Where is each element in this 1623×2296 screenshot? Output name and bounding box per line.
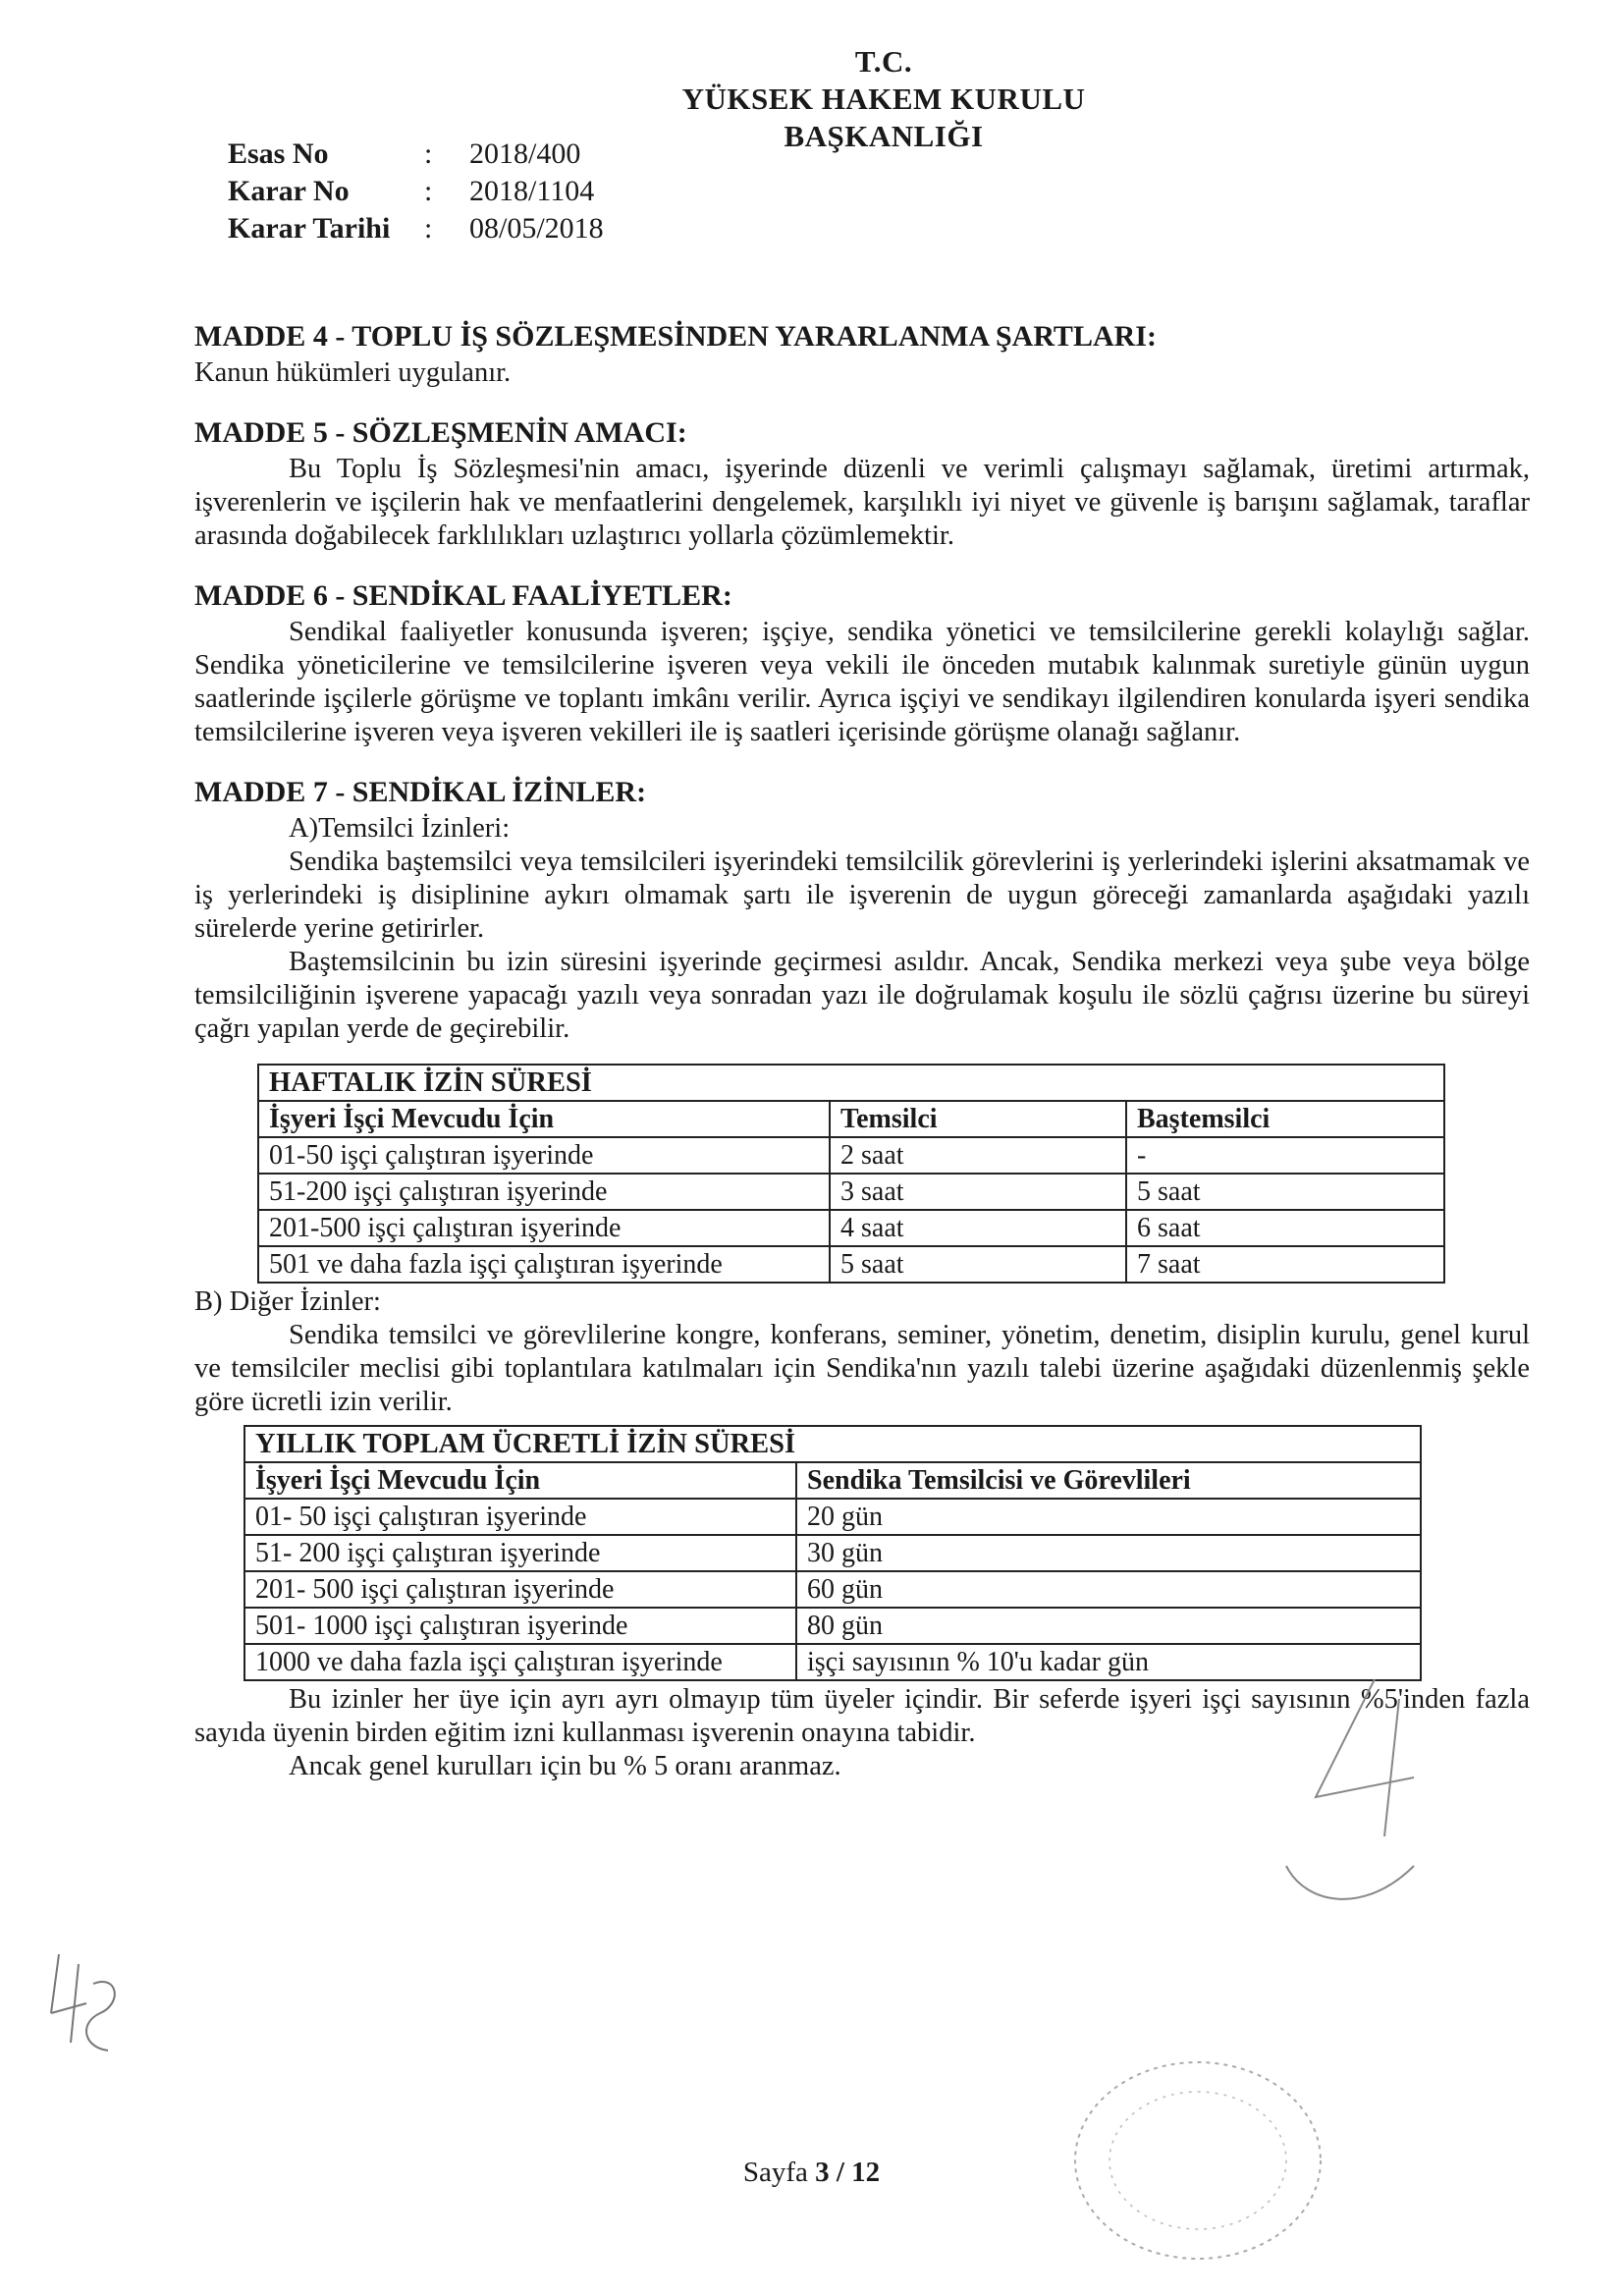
column-header: Baştemsilci [1126, 1101, 1444, 1137]
meta-label: Karar Tarihi [228, 212, 391, 245]
column-header: İşyeri İşçi Mevcudu İçin [244, 1462, 796, 1499]
table-cell: 6 saat [1126, 1210, 1444, 1246]
paragraph: Sendika temsilci ve görevlilerine kongre, konferans, seminer, yönetim, denetim, disiplin kurulu, genel kurul ve temsilciler meclisi gibi toplantılara katılmaları için Sendika'nın yazılı talebi üzerine aşağıdaki düzenlenmiş şekle göre ücretli izin verilir. [194, 1320, 1530, 1417]
table-cell: 1000 ve daha fazla işçi çalıştıran işyerinde [244, 1644, 796, 1680]
section-madde-5 [194, 415, 1530, 553]
handwritten-signature-icon [1227, 1669, 1443, 1925]
meta-row-esas [228, 136, 604, 173]
table-cell: 501 ve daha fazla işçi çalıştıran işyerinde [258, 1246, 830, 1283]
table-header-row [244, 1462, 1421, 1499]
table-cell: 80 gün [796, 1608, 1421, 1644]
table-cell: 51-200 işçi çalıştıran işyerinde [258, 1174, 830, 1210]
header-tc: T.C. [854, 44, 913, 79]
table-cell: 201- 500 işçi çalıştıran işyerinde [244, 1571, 796, 1608]
document-body [194, 319, 1530, 1809]
table-cell: 5 saat [830, 1246, 1126, 1283]
subsection-a-title: A)Temsilci İzinleri: [289, 813, 511, 844]
subsection-b-title: B) Diğer İzinler: [194, 1286, 381, 1317]
meta-colon: : [424, 175, 433, 207]
table-row [258, 1210, 1444, 1246]
column-header: İşyeri İşçi Mevcudu İçin [258, 1101, 830, 1137]
table-caption: HAFTALIK İZİN SÜRESİ [258, 1065, 1444, 1101]
meta-colon: : [424, 212, 433, 245]
section-title: MADDE 7 - SENDİKAL İZİNLER: [194, 776, 647, 808]
paragraph: Baştemsilcinin bu izin süresini işyerinde geçirmesi asıldır. Ancak, Sendika merkezi veya şube veya bölge temsilciliğinin işverene yapacağı yazılı veya sonradan yazı ile doğrulamak koşulu ile sözlü çağrısı üzerine bu süreyi çağrı yapılan yerde de geçirebilir. [194, 947, 1530, 1044]
paragraph: Ancak genel kurulları için bu % 5 oranı aranmaz. [289, 1751, 841, 1781]
table-cell: işçi sayısının % 10'u kadar gün [796, 1644, 1421, 1680]
meta-label: Esas No [228, 137, 329, 170]
table-cell: 5 saat [1126, 1174, 1444, 1210]
header-institution: YÜKSEK HAKEM KURULU [681, 82, 1086, 116]
table-row [258, 1137, 1444, 1174]
table-cell: 3 saat [830, 1174, 1126, 1210]
meta-colon: : [424, 137, 433, 170]
table-row [244, 1608, 1421, 1644]
table-cell: 51- 200 işçi çalıştıran işyerinde [244, 1535, 796, 1571]
meta-value: 2018/400 [469, 137, 581, 170]
table-cell: 501- 1000 işçi çalıştıran işyerinde [244, 1608, 796, 1644]
handwritten-mark-icon [39, 1944, 128, 2062]
case-meta [228, 136, 604, 247]
annual-leave-table [243, 1425, 1422, 1681]
column-header: Temsilci [830, 1101, 1126, 1137]
table-row [244, 1499, 1421, 1535]
table-cell: 201-500 işçi çalıştıran işyerinde [258, 1210, 830, 1246]
section-title: MADDE 5 - SÖZLEŞMENİN AMACI: [194, 416, 687, 449]
section-madde-4 [194, 319, 1530, 390]
table-cell: 01- 50 işçi çalıştıran işyerinde [244, 1499, 796, 1535]
section-madde-6 [194, 578, 1530, 749]
table-cell: 01-50 işçi çalıştıran işyerinde [258, 1137, 830, 1174]
page-label: Sayfa [742, 2157, 808, 2188]
table-row [244, 1571, 1421, 1608]
section-text: Kanun hükümleri uygulanır. [194, 357, 512, 388]
table-row [258, 1246, 1444, 1283]
table-cell: 7 saat [1126, 1246, 1444, 1283]
header-department: BAŞKANLIĞI [784, 119, 984, 153]
table-cell: 60 gün [796, 1571, 1421, 1608]
section-text: Bu Toplu İş Sözleşmesi'nin amacı, işyerinde düzenli ve verimli çalışmayı sağlamak, üretimi artırmak, işverenlerin ve işçilerin hak ve menfaatlerini dengelemek, karşılıklı iyi niyet ve güvenle iş barışını sağlamak, taraflar arasında doğabilecek farklılıkları uzlaştırıcı yollarla çözümlemektir. [194, 454, 1530, 551]
meta-value: 2018/1104 [469, 175, 595, 207]
document-header [628, 43, 1139, 155]
column-header: Sendika Temsilcisi ve Görevlileri [796, 1462, 1421, 1499]
table-cell: - [1126, 1137, 1444, 1174]
table-caption: YILLIK TOPLAM ÜCRETLİ İZİN SÜRESİ [244, 1426, 1421, 1462]
meta-label: Karar No [228, 175, 350, 207]
section-text: Sendikal faaliyetler konusunda işveren; işçiye, sendika yönetici ve temsilcilerine gerekli kolaylığı sağlar. Sendika yöneticilerine ve temsilcilerine işveren veya vekili ile önceden mutabık kalınmak suretiyle günün uygun saatlerinde işçilerle görüşme ve toplantı imkânı verilir. Ayrıca işçiyi ve sendikayı ilgilendiren konularda işyeri sendika temsilcilerine işveren veya işveren vekilleri ile iş saatleri içerisinde görüşme olanağı sağlanır. [194, 617, 1530, 747]
table-caption-row [244, 1426, 1421, 1462]
section-title: MADDE 6 - SENDİKAL FAALİYETLER: [194, 579, 732, 612]
paragraph: Bu izinler her üye için ayrı ayrı olmayıp tüm üyeler içindir. Bir seferde işyeri işçi sayısının %5'inden fazla sayıda üyenin birden eğitim izni kullanması işverenin onayına tabidir. [194, 1684, 1530, 1748]
page-number [0, 2157, 1623, 2189]
table-row [244, 1535, 1421, 1571]
page-value: 3 / 12 [815, 2157, 881, 2188]
weekly-leave-table [257, 1064, 1445, 1284]
meta-value: 08/05/2018 [469, 212, 604, 245]
official-seal-icon [1051, 2043, 1345, 2269]
paragraph: Sendika baştemsilci veya temsilcileri işyerindeki temsilcilik görevlerini iş yerlerindeki işlerini aksatmamak ve iş yerlerindeki iş disiplinine aykırı olmamak şartı ile işverenin de uygun göreceği zamanlarda aşağıdaki yazılı sürelerde yerine getirirler. [194, 847, 1530, 944]
table-cell: 20 gün [796, 1499, 1421, 1535]
table-cell: 4 saat [830, 1210, 1126, 1246]
meta-row-tarih [228, 210, 604, 247]
section-madde-7 [194, 775, 1530, 1783]
table-cell: 30 gün [796, 1535, 1421, 1571]
meta-row-karar [228, 173, 604, 210]
table-row [258, 1174, 1444, 1210]
table-header-row [258, 1101, 1444, 1137]
table-caption-row [258, 1065, 1444, 1101]
table-cell: 2 saat [830, 1137, 1126, 1174]
section-title: MADDE 4 - TOPLU İŞ SÖZLEŞMESİNDEN YARARLANMA ŞARTLARI: [194, 320, 1157, 353]
